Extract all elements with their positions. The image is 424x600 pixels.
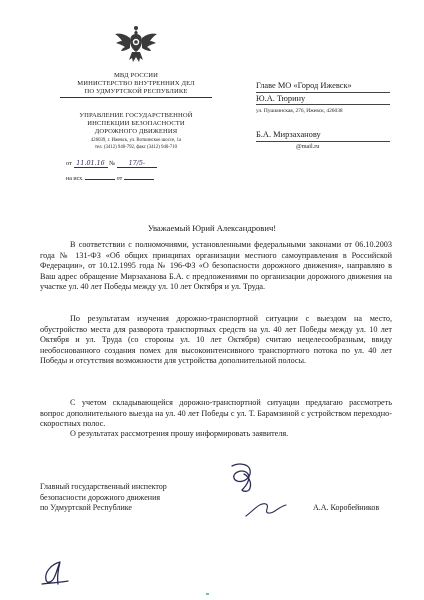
signatory-title-line2: безопасности дорожного движения — [40, 492, 161, 502]
reply-label: на исх. — [66, 176, 84, 182]
issuer-address: 426039, г. Ижевск, ул. Воткинское шоссе, 1а — [90, 138, 182, 143]
body-paragraph-2: По результатам изучения дорожно-транспортной ситуации с выездом на место, обустройство места для разворота транспортных средств на ул. 40 лет Победы между ул. 10 лет Октября и ул. Труда (со стороны ул. 10 лет Октября) считаю нецелесообразным, ввиду необоснованного создания помех для высокоинтенсивного транспортного потока по ул. 40 лет Победы и отсутствия возможности для устройства дополнительной полосы. — [40, 314, 392, 365]
reply-number-blank — [85, 174, 115, 180]
recipient-name-underline — [256, 104, 390, 105]
recipient-position: Главе МО «Город Ижевск» — [256, 81, 352, 90]
salutation: Уважаемый Юрий Александрович! — [147, 223, 277, 233]
signatory-title — [40, 482, 167, 514]
issuer-phone: тел. (3412) 940-792, факс (3412) 940-710 — [94, 145, 178, 150]
issuer-department-line2: ИНСПЕКЦИИ БЕЗОПАСНОСТИ — [87, 120, 185, 127]
recipient-name: Ю.А. Тюрину — [256, 94, 306, 103]
recipient-underline — [256, 92, 390, 93]
signatory-title-line1: Главный государственный инспектор — [40, 482, 167, 491]
registration-from-label: от — [66, 160, 72, 167]
mvd-emblem-icon — [113, 24, 159, 68]
registration-line — [66, 159, 157, 168]
reply-reference-line — [66, 174, 154, 182]
body-paragraph-1: В соответствии с полномочиями, установленными федеральными законами от 06.10.2003 года № 131-ФЗ «Об общих принципах организации местного самоуправления в Российской Федерации», от 10.12.1995 года № 196-ФЗ «О безопасности дорожного движения», направляю в Ваш адрес обращение Мирзаханова Б.А. с предложениями по организации дорожного движения на участке ул. 40 лет Победы между ул. 10 лет Октября и ул. Труда. — [40, 240, 392, 291]
reply-date-blank — [124, 174, 154, 180]
reply-from-label: от — [116, 176, 123, 182]
copy-recipient-email: @mail.ru — [296, 143, 320, 150]
scan-artifact — [206, 593, 209, 595]
registration-number-label: № — [109, 160, 116, 167]
signatory-title-line3: по Удмуртской Республике — [40, 503, 132, 512]
recipient-address: ул. Пушкинская, 276, Ижевск, 426038 — [256, 108, 343, 114]
issuer-department-line1: УПРАВЛЕНИЕ ГОСУДАРСТВЕННОЙ — [79, 112, 193, 119]
registration-number: 17/5- — [117, 159, 157, 168]
handwritten-mark — [38, 558, 72, 586]
issuer-department-line3: ДОРОЖНОГО ДВИЖЕНИЯ — [94, 128, 178, 135]
copy-recipient-name: Б.А. Мирзаханову — [256, 130, 321, 139]
signature-flourish — [244, 496, 288, 520]
registration-date: 11.01.16 — [74, 159, 108, 168]
issuer-region: ПО УДМУРТСКОЙ РЕСПУБЛИКЕ — [60, 88, 212, 98]
signatory-name: А.А. Коробейников — [313, 503, 380, 512]
copy-recipient-underline — [256, 141, 390, 142]
issuer-ministry-full: МИНИСТЕРСТВО ВНУТРЕННИХ ДЕЛ — [77, 80, 195, 87]
issuer-ministry-short: МВД РОССИИ — [113, 72, 159, 79]
handwritten-signature — [222, 460, 262, 496]
body-paragraph-4: О результатах рассмотрения прошу информировать заявителя. — [70, 429, 289, 438]
body-paragraph-3: С учетом складывающейся дорожно-транспортной ситуации предлагаю рассмотреть вопрос дополнительного выезда на ул. 40 лет Победы с ул. Т. Барамзиной с устройством переходно-скоростных полос. — [40, 398, 392, 428]
